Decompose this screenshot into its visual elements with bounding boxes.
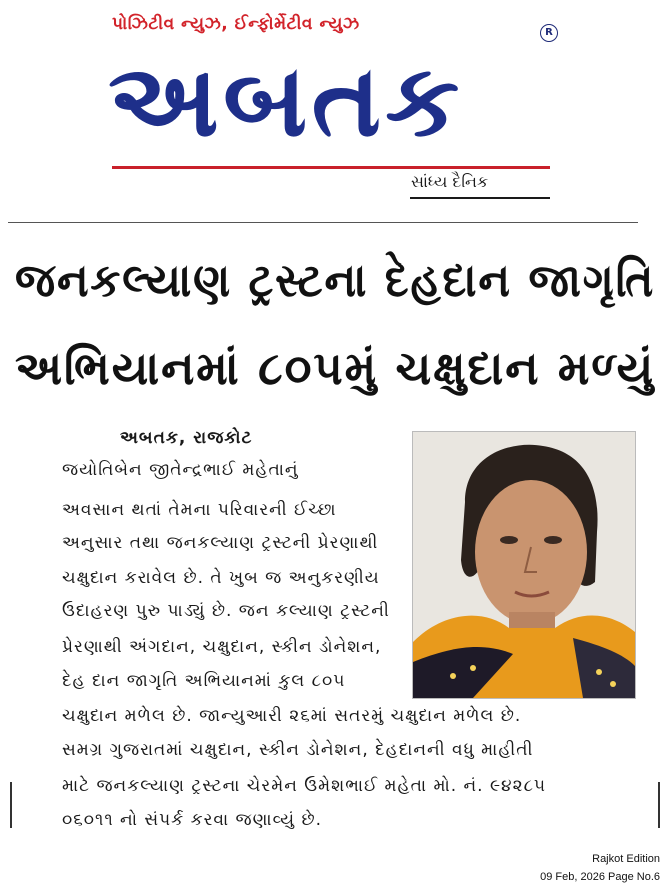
body-line: ઉદાહરણ પુરુ પાડ્યું છે. જન કલ્યાણ ટ્રસ્ટની xyxy=(62,601,390,621)
edition-name: Rajkot Edition xyxy=(592,853,660,865)
portrait-photo xyxy=(412,431,636,699)
column-rule-right xyxy=(658,782,660,828)
masthead-tagline: પોઝિટીવ ન્યુઝ, ઈન્ફોર્મેટીવ ન્યુઝ xyxy=(112,14,360,34)
masthead-subtitle: સાંધ્ય દૈનિક xyxy=(411,172,489,191)
body-line: સમગ્ર ગુજરાતમાં ચક્ષુદાન, સ્કીન ડોનેશન, દેહદાનની વધુ માહીતી xyxy=(62,740,534,760)
registered-mark-icon: R xyxy=(540,24,558,42)
body-line: પ્રેરણાથી અંગદાન, ચક્ષુદાન, સ્કીન ડોનેશન, xyxy=(62,637,382,657)
dateline: અબતક, રાજકોટ xyxy=(120,428,253,448)
masthead xyxy=(0,0,670,215)
body-line: ચક્ષુદાન મળેલ છે. જાન્યુઆરી ૨૬માં સતરમું ચક્ષુદાન મળેલ છે. xyxy=(62,706,522,726)
subtitle-rule xyxy=(410,197,550,199)
body-line: માટે જનકલ્યાણ ટ્રસ્ટના ચેરમેન ઉમેશભાઈ મહેતા મો. નં. ૯૪૨૮૫ xyxy=(62,776,547,796)
newspaper-logo: અબતક xyxy=(108,42,464,159)
body-line: ચક્ષુદાન કરાવેલ છે. તે ખુબ જ અનુકરણીય xyxy=(62,568,380,588)
body-line: ૦૬૦૧૧ નો સંપર્ક કરવા જણાવ્યું છે. xyxy=(62,810,323,830)
logo-underline xyxy=(112,166,550,169)
headline-line-1: જનકલ્યાણ ટ્રસ્ટના દેહદાન જાગૃતિ xyxy=(15,253,656,307)
edition-info xyxy=(540,850,660,886)
body-line: અવસાન થતાં તેમના પરિવારની ઈચ્છા xyxy=(62,500,337,520)
column-rule-left xyxy=(10,782,12,828)
body-line: દેહ દાન જાગૃતિ અભિયાનમાં કુલ ૮૦૫ xyxy=(62,671,346,691)
header-divider xyxy=(8,222,638,223)
body-line: અનુસાર તથા જનકલ્યાણ ટ્રસ્ટની પ્રેરણાથી xyxy=(62,533,379,553)
headline-line-2: અભિયાનમાં ૮૦૫મું ચક્ષુદાન મળ્યું xyxy=(15,341,656,395)
portrait-photo-illustration xyxy=(413,432,635,698)
body-line: જયોતિબેન જીતેન્દ્રભાઈ મહેતાનું xyxy=(62,460,299,480)
edition-date-page: 09 Feb, 2026 Page No.6 xyxy=(540,871,660,883)
